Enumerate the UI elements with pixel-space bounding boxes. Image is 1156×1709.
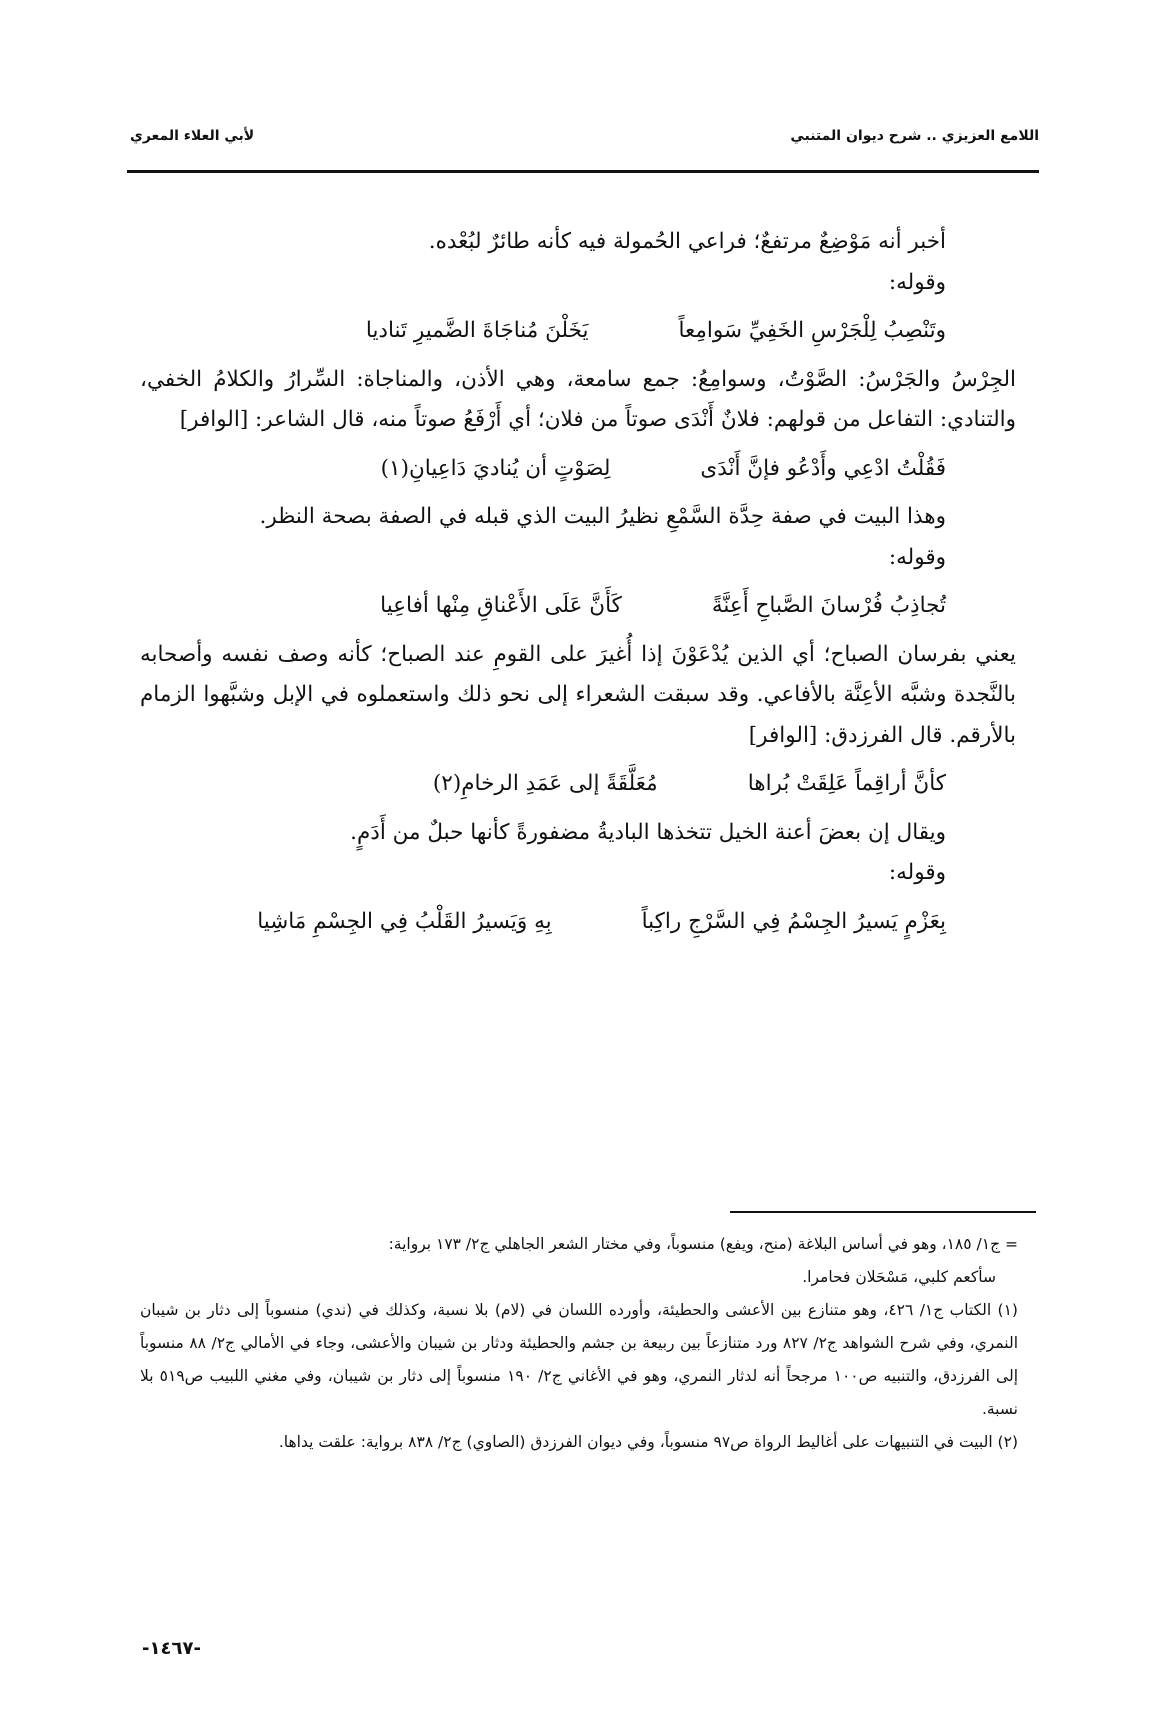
verse-hemistich: بِعَزْمٍ يَسيرُ الجِسْمُ فِي السَّرْجِ راكِباً	[641, 908, 946, 934]
main-text	[140, 222, 1016, 950]
paragraph: ويقال إن بعضَ أعنة الخيل تتخذها الباديةُ مضفورةً كأنها حبلٌ من أَدَمٍ.	[350, 819, 946, 845]
header-author: لأبي العلاء المعري	[130, 128, 255, 144]
verse-hemistich: تُجاذِبُ فُرْسانَ الصَّباحِ أَعِنَّةً	[711, 593, 946, 618]
footnote: (١) الكتاب ج١/ ٤٢٦، وهو متنازع بين الأعشى والحطيئة، وأورده اللسان في (لام) بلا نسبة، وكذلك في (ندي) منسوباً إلى دثار بن شيبان النمري، وفي شرح الشواهد ج٢/ ٨٢٧ ورد متنازعاً بين ربيعة بن جشم والحطيئة ودثار بن شيبان والأعشى، وجاء في الأمالي ج٢/ ٨٨ منسوباً إلى الفرزدق، والتنبيه ص١٠٠ مرجحاً أنه لدثار النمري، وهو في الأغاني ج٢/ ١٩٠ منسوباً إلى دثار بن شيبان، وفي مغني اللبيب ص٥١٩ بلا نسبة.	[140, 1301, 1019, 1418]
verse-line	[140, 586, 1016, 627]
footnote: = ج١/ ١٨٥، وهو في أساس البلاغة (منح، ويفع) منسوباً، وفي مختار الشعر الجاهلي ج٢/ ١٧٣ برواية:	[388, 1235, 1018, 1253]
footnote: (٢) البيت في التنبيهات على أغاليط الرواة ص٩٧ منسوباً، وفي ديوان الفرزدق (الصاوي) ج٢/ ٨٣٨ برواية: علقت يداها.	[278, 1433, 1018, 1451]
footnotes	[140, 1228, 1018, 1459]
paragraph: وقوله:	[888, 544, 946, 570]
paragraph: أخبر أنه مَوْضِعٌ مرتفعٌ؛ فراعي الحُمولة فيه كأنه طائرٌ لبُعْده.	[428, 229, 946, 254]
paragraph: وهذا البيت في صفة حِدَّة السَّمْعِ نظيرُ البيت الذي قبله في الصفة بصحة النظر.	[259, 504, 946, 529]
paragraph: يعني بفرسان الصباح؛ أي الذين يُدْعَوْنَ إذا أُغيرَ على القومِ عند الصباح؛ كأنه وصف نفسه وأصحابه بالنَّجدة وشبَّه الأعِنَّة بالأفاعي. وقد سبقت الشعراء إلى نحو ذلك واستعملوه في الإبل وشبَّهوا الزمام بالأرقم. قال الفرزدق: [الوافر]	[140, 641, 1016, 748]
verse-line	[140, 449, 1016, 490]
verse-hemistich: وتَنْصِبُ لِلْجَرْسِ الخَفِيِّ سَوامِعاً	[678, 318, 946, 343]
footnote-rule	[730, 1211, 1036, 1213]
verse-hemistich: مُعَلَّقَةً إلى عَمَدِ الرخامِ(٢)	[432, 771, 658, 796]
header-title: اللامع العزيزي .. شرح ديوان المتنبي	[790, 128, 1039, 144]
verse-line	[140, 764, 1016, 805]
verse-line	[140, 902, 1016, 943]
verse-hemistich: يَخَلْنَ مُناجَاةَ الضَّميرِ تَناديا	[365, 318, 589, 343]
verse-hemistich: فَقُلْتُ ادْعِي وأَدْعُو فإنَّ أَنْدَى	[700, 455, 946, 481]
paragraph: الجِرْسُ والجَرْسُ: الصَّوْتُ، وسوامِعُ: جمع سامعة، وهي الأذن، والمناجاة: السِّرارُ والكلامُ الخفي، والتنادي: التفاعل من قولهم: فلانٌ أَنْدَى صوتاً من فلان؛ أي أَرْفَعُ صوتاً منه، قال الشاعر: [الوافر]	[140, 366, 1016, 432]
verse-line	[140, 311, 1016, 352]
verse-hemistich: كأنَّ أراقِماً عَلِقَتْ بُراها	[747, 771, 946, 796]
paragraph: وقوله:	[888, 860, 946, 885]
verse-hemistich: كَأَنَّ عَلَى الأَعْناقِ مِنْها أفاعِيا	[380, 593, 622, 618]
verse-hemistich: بِهِ وَيَسيرُ القَلْبُ فِي الجِسْمِ مَاشِيا	[257, 908, 552, 934]
paragraph: وقوله:	[888, 269, 946, 295]
running-header	[130, 128, 1039, 144]
header-rule	[127, 170, 1039, 173]
footnote: سأكعم كلبي، مَسْحَلان فحامرا.	[802, 1268, 996, 1286]
page-number: -١٤٦٧-	[142, 1638, 201, 1659]
verse-hemistich: لِصَوْتٍ أن يُناديَ دَاعِيانِ(١)	[380, 455, 611, 481]
